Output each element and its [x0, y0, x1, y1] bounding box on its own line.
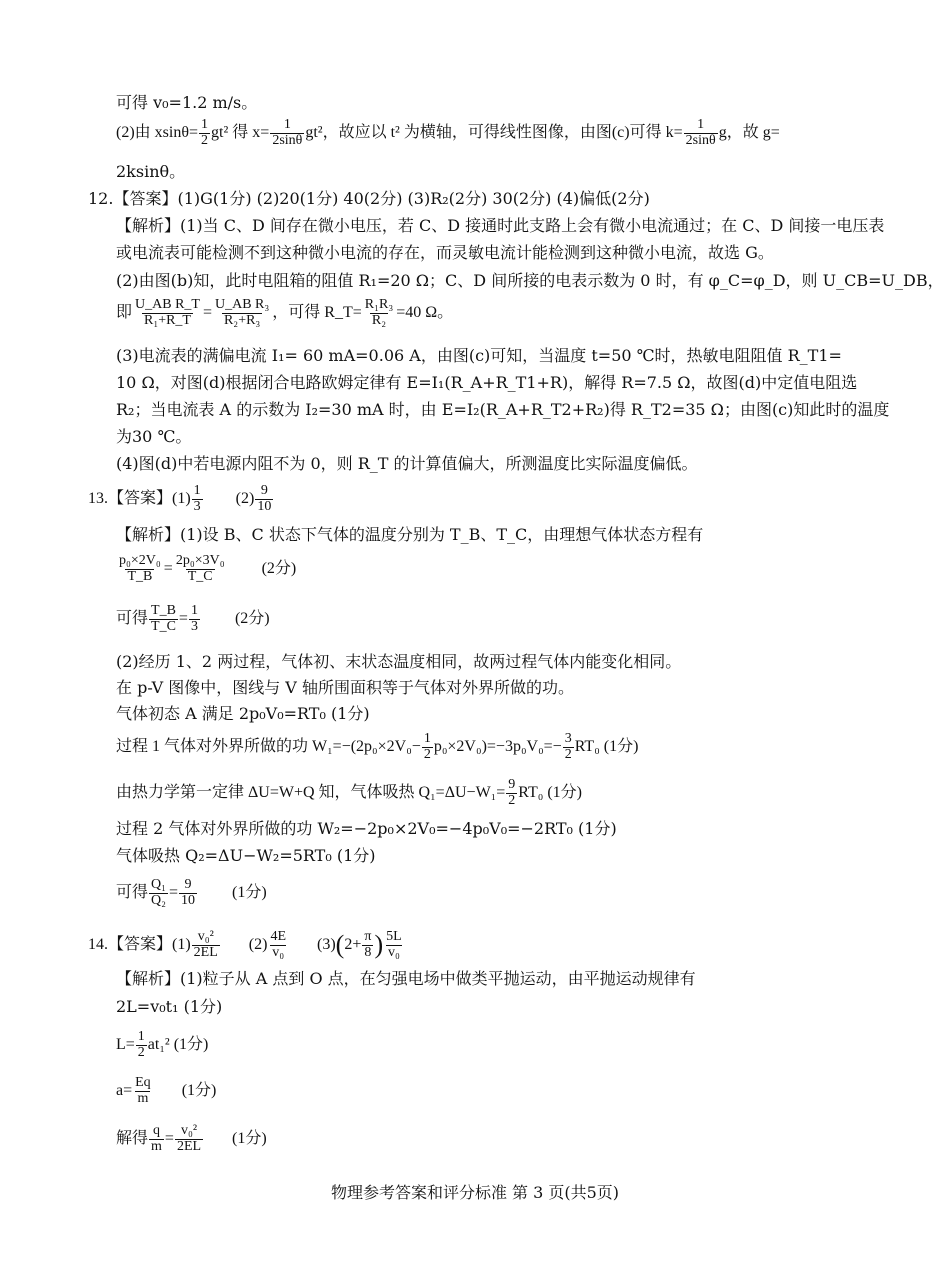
text: 10 Ω，对图(d)根据闭合电路欧姆定律有 E=I₁(R_A+R_T1+R)，解得 R=7.5 Ω，故图(d)中定值电阻选 — [116, 373, 858, 392]
text: 2L=v₀t₁ (1分) — [116, 997, 223, 1016]
text-line — [116, 818, 617, 840]
text-line — [116, 524, 703, 546]
equation-line — [116, 1030, 208, 1060]
text-line — [116, 996, 222, 1018]
page-footer: 物理参考答案和评分标准 第 3 页(共5页) — [330, 1183, 620, 1202]
text: 13.【答案】(1) — [88, 489, 191, 507]
denominator: 2 — [423, 746, 431, 762]
denominator: T_C — [151, 618, 176, 634]
text-line — [116, 399, 889, 421]
text-line — [116, 92, 257, 114]
denominator: v₀ — [272, 944, 285, 960]
equation-line — [116, 878, 267, 908]
text-line — [116, 651, 681, 673]
numerator: 9 — [184, 877, 192, 892]
fraction — [362, 930, 373, 960]
fraction — [563, 732, 574, 762]
numerator: v₀² — [180, 1123, 198, 1138]
text: 过程 1 气体对外界所做的功 W₁=−(2p₀×2V₀− — [116, 737, 421, 755]
equation-line — [116, 298, 453, 328]
denominator: 2EL — [193, 944, 218, 960]
equation-line — [116, 778, 582, 808]
text-line — [116, 677, 574, 699]
text: 可得 — [116, 883, 149, 901]
text: (3)电流表的满偏电流 I₁= 60 mA=0.06 A，由图(c)可知，当温度 t=50 ℃时，热敏电阻阻值 R_T1= — [116, 346, 842, 365]
text: 【解析】(1)设 B、C 状态下气体的温度分别为 T_B、T_C，由理想气体状态方程有 — [116, 525, 704, 544]
denominator: 3 — [190, 618, 198, 634]
numerator: 9 — [508, 777, 516, 792]
numerator: 2p₀×3V₀ — [175, 553, 225, 568]
fraction — [133, 1076, 153, 1106]
denominator: 2 — [564, 746, 572, 762]
denominator: v₀ — [387, 944, 400, 960]
fraction — [175, 1124, 203, 1154]
numerator: 9 — [260, 483, 268, 498]
text-line — [116, 968, 696, 990]
score: (2分) — [261, 559, 297, 577]
score: (1分) — [232, 1129, 267, 1147]
text: (2)经历 1、2 两过程，气体初、末状态温度相同，故两过程气体内能变化相同。 — [116, 652, 682, 671]
text-line — [116, 426, 191, 448]
text: 可得 — [116, 609, 149, 627]
numerator: Eq — [135, 1075, 151, 1090]
text: (2) — [248, 935, 268, 953]
text: = — [202, 303, 212, 321]
equation-line — [116, 604, 270, 634]
text-line — [116, 703, 370, 725]
text-line — [116, 845, 376, 867]
text: 2+ — [344, 935, 362, 953]
text: RT₀ (1分) — [518, 783, 583, 801]
fraction — [363, 298, 395, 328]
text-line — [116, 372, 857, 394]
numerator: Q₁ — [151, 877, 167, 892]
text-line — [116, 161, 185, 183]
text: = — [169, 883, 179, 901]
numerator: q — [152, 1123, 160, 1138]
equation-line — [116, 1076, 216, 1106]
denominator: 3 — [193, 498, 201, 514]
fraction — [149, 604, 178, 634]
denominator: 2 — [137, 1044, 145, 1060]
fraction — [684, 118, 718, 148]
text: 气体初态 A 满足 2p₀V₀=RT₀ (1分) — [116, 704, 370, 723]
fraction — [192, 484, 203, 514]
text: (2)由图(b)知，此时电阻箱的阻值 R₁=20 Ω；C、D 间所接的电表示数为 0 时，有 φ_C=φ_D，则 U_CB=U_DB， — [116, 271, 944, 290]
text: 12.【答案】(1)G(1分) (2)20(1分) 40(2分) (3)R₂(2分) 30(2分) (4)偏低(2分) — [88, 189, 650, 208]
score: (1分) — [181, 1081, 217, 1099]
numerator: U_AB R₃ — [215, 297, 270, 312]
score: (1分) — [232, 883, 267, 901]
numerator: p₀×2V₀ — [119, 553, 161, 568]
text-line — [116, 215, 884, 237]
denominator: 2EL — [176, 1138, 202, 1154]
fraction — [133, 298, 202, 328]
text: 可得 v₀=1.2 m/s。 — [116, 93, 258, 112]
fraction — [189, 604, 200, 634]
numerator: 1 — [201, 117, 209, 132]
text: (2) — [235, 489, 255, 507]
fraction — [179, 878, 197, 908]
text: (2)由 xsinθ= — [116, 123, 199, 141]
answer-line-q12 — [88, 188, 650, 210]
answer-line-q14 — [88, 930, 405, 960]
numerator: 1 — [697, 117, 705, 132]
denominator: 2 — [508, 792, 516, 808]
text: =40 Ω。 — [396, 303, 454, 321]
denominator: Q₂ — [151, 892, 167, 908]
denominator: 8 — [364, 944, 372, 960]
fraction — [149, 878, 168, 908]
text: = — [178, 609, 188, 627]
fraction — [270, 118, 304, 148]
equation-line — [116, 732, 638, 762]
text: a= — [116, 1081, 133, 1099]
numerator: 1 — [283, 117, 291, 132]
text-line — [116, 242, 774, 264]
numerator: v₀² — [197, 929, 214, 944]
denominator: m — [151, 1138, 162, 1154]
text-line — [116, 345, 842, 367]
text: gt² 得 x= — [211, 123, 270, 141]
denominator: R₂ — [371, 312, 387, 328]
text: 或电流表可能检测不到这种微小电流的存在，而灵敏电流计能检测到这种微小电流，故选 G。 — [116, 243, 774, 262]
numerator: U_AB R_T — [135, 297, 200, 312]
text: 在 p-V 图像中，图线与 V 轴所围面积等于气体对外界所做的功。 — [116, 678, 574, 697]
numerator: 1 — [190, 603, 198, 618]
answer-line-q13 — [88, 484, 274, 514]
score: (2分) — [234, 609, 270, 627]
denominator: 2sinθ — [685, 132, 716, 148]
right-paren: ) — [374, 930, 384, 960]
fraction — [149, 1124, 164, 1154]
fraction — [199, 118, 210, 148]
fraction — [117, 554, 163, 584]
text-line — [116, 270, 944, 292]
numerator: 5L — [386, 929, 402, 944]
denominator: T_B — [127, 568, 153, 584]
text: L= — [116, 1035, 135, 1053]
text: = — [164, 1129, 174, 1147]
text: R₂；当电流表 A 的示数为 I₂=30 mA 时，由 E=I₂(R_A+R_T2+R₂)得 R_T2=35 Ω；由图(c)知此时的温度 — [116, 400, 890, 419]
fraction — [268, 930, 288, 960]
fraction — [255, 484, 273, 514]
text: at₁² (1分) — [147, 1035, 209, 1053]
text: (4)图(d)中若电源内阻不为 0，则 R_T 的计算值偏大，所测温度比实际温度偏低。 — [116, 454, 698, 473]
numerator: π — [364, 929, 372, 944]
denominator: 2 — [201, 132, 209, 148]
fraction — [384, 930, 404, 960]
text: = — [163, 559, 173, 577]
fraction — [192, 930, 220, 960]
text: p₀×2V₀)=−3p₀V₀=− — [433, 737, 562, 755]
text: 解得 — [116, 1129, 149, 1147]
left-paren: ( — [335, 930, 345, 960]
text: ，可得 R_T= — [272, 303, 362, 321]
text: g，故 g= — [718, 123, 780, 141]
text: 由热力学第一定律 ΔU=W+Q 知，气体吸热 Q₁=ΔU−W₁= — [116, 783, 506, 801]
text: (3) — [317, 935, 336, 953]
denominator: 10 — [257, 498, 272, 514]
denominator: R₁+R_T — [143, 312, 191, 328]
fraction — [174, 554, 227, 584]
text: 气体吸热 Q₂=ΔU−W₂=5RT₀ (1分) — [116, 846, 376, 865]
text: 【解析】(1)当 C、D 间存在微小电压，若 C、D 接通时此支路上会有微小电流通过；在 C、D 间接一电压表 — [116, 216, 885, 235]
numerator: 3 — [564, 731, 572, 746]
numerator: 1 — [193, 483, 201, 498]
fraction — [422, 732, 433, 762]
denominator: R₂+R₃ — [223, 312, 261, 328]
text: 为30 ℃。 — [116, 427, 192, 446]
equation-line — [116, 1124, 267, 1154]
text-line — [116, 453, 698, 475]
denominator: m — [137, 1090, 149, 1106]
text: 2ksinθ。 — [116, 162, 186, 181]
text: gt²，故应以 t² 为横轴，可得线性图像，由图(c)可得 k= — [305, 123, 683, 141]
numerator: R₁R₃ — [364, 297, 394, 312]
fraction — [506, 778, 517, 808]
numerator: 1 — [137, 1029, 145, 1044]
text: 即 — [116, 303, 133, 321]
text: 【解析】(1)粒子从 A 点到 O 点，在匀强电场中做类平抛运动，由平抛运动规律有 — [116, 969, 696, 988]
text: 14.【答案】(1) — [88, 935, 191, 953]
equation-line — [116, 118, 780, 148]
numerator: 4E — [270, 929, 286, 944]
fraction — [136, 1030, 147, 1060]
denominator: 2sinθ — [272, 132, 303, 148]
text: RT₀ (1分) — [574, 737, 639, 755]
equation-line — [116, 554, 296, 584]
text: 过程 2 气体对外界所做的功 W₂=−2p₀×2V₀=−4p₀V₀=−2RT₀ (1分) — [116, 819, 617, 838]
numerator: T_B — [151, 603, 176, 618]
denominator: T_C — [187, 568, 213, 584]
numerator: 1 — [423, 731, 431, 746]
denominator: 10 — [181, 892, 196, 908]
fraction — [213, 298, 271, 328]
